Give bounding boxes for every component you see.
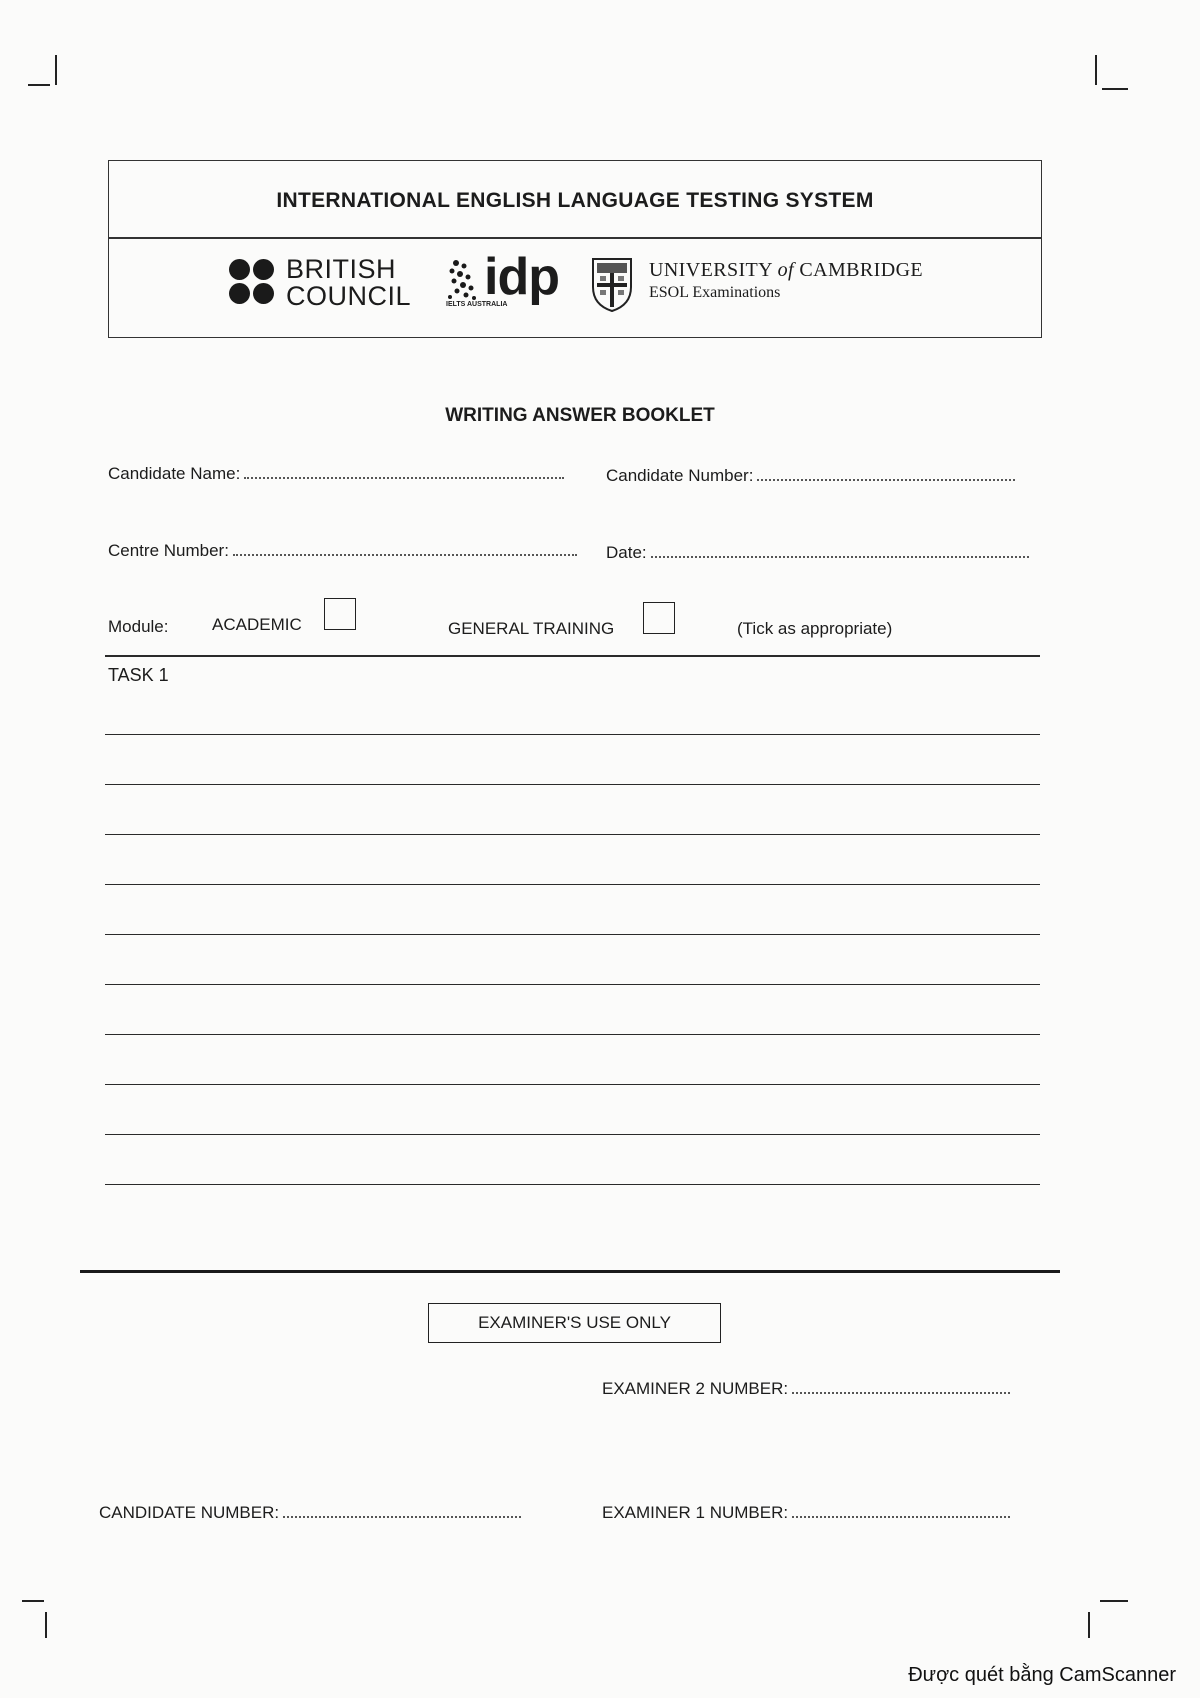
examiner-section-divider [80, 1270, 1060, 1273]
crop-mark [1088, 1612, 1090, 1638]
crop-mark [55, 55, 57, 85]
british-council-logo: BRITISH COUNCIL [286, 254, 412, 311]
module-label: Module: [108, 617, 169, 636]
academic-label: ACADEMIC [212, 615, 302, 634]
crop-mark [22, 1600, 44, 1602]
task-1-label: TASK 1 [108, 665, 169, 685]
british-council-logo-icon [229, 257, 277, 307]
general-training-label: GENERAL TRAINING [448, 619, 615, 638]
academic-checkbox[interactable] [324, 598, 356, 630]
module-divider [105, 655, 1040, 657]
crop-mark [1102, 88, 1128, 90]
cambridge-logo: UNIVERSITY of CAMBRIDGE ESOL Examinations [649, 259, 924, 301]
examiners-use-only-box: EXAMINER'S USE ONLY [428, 1303, 721, 1343]
date-field[interactable]: Date: [606, 542, 1029, 563]
module-hint: (Tick as appropriate) [737, 619, 893, 638]
candidate-number-examiner-field[interactable]: CANDIDATE NUMBER: [99, 1502, 521, 1523]
header-box [108, 160, 1042, 338]
examiner-2-number-field[interactable]: EXAMINER 2 NUMBER: [602, 1378, 1010, 1399]
answer-line [105, 1134, 1040, 1135]
crop-mark [28, 84, 50, 86]
answer-line [105, 934, 1040, 935]
idp-logo: idp IELTS AUSTRALIA [446, 248, 559, 308]
answer-line [105, 1184, 1040, 1185]
candidate-name-field[interactable]: Candidate Name: [108, 463, 564, 484]
answer-line [105, 1034, 1040, 1035]
cambridge-crest-icon [591, 257, 633, 313]
header-title: INTERNATIONAL ENGLISH LANGUAGE TESTING SYSTEM [276, 189, 874, 212]
answer-line [105, 784, 1040, 785]
answer-line [105, 734, 1040, 735]
camscanner-footer: Được quét bằng CamScanner [908, 1664, 1176, 1686]
general-training-checkbox[interactable] [643, 602, 675, 634]
header-divider [109, 237, 1041, 239]
examiner-1-number-field[interactable]: EXAMINER 1 NUMBER: [602, 1502, 1010, 1523]
answer-line [105, 1084, 1040, 1085]
answer-line [105, 884, 1040, 885]
crop-mark [1100, 1600, 1128, 1602]
centre-number-field[interactable]: Centre Number: [108, 540, 577, 561]
crop-mark [45, 1612, 47, 1638]
answer-line [105, 984, 1040, 985]
answer-line [105, 834, 1040, 835]
idp-mark-icon [444, 257, 484, 303]
candidate-number-field[interactable]: Candidate Number: [606, 465, 1015, 486]
crop-mark [1095, 55, 1097, 85]
booklet-title: WRITING ANSWER BOOKLET [445, 405, 715, 426]
